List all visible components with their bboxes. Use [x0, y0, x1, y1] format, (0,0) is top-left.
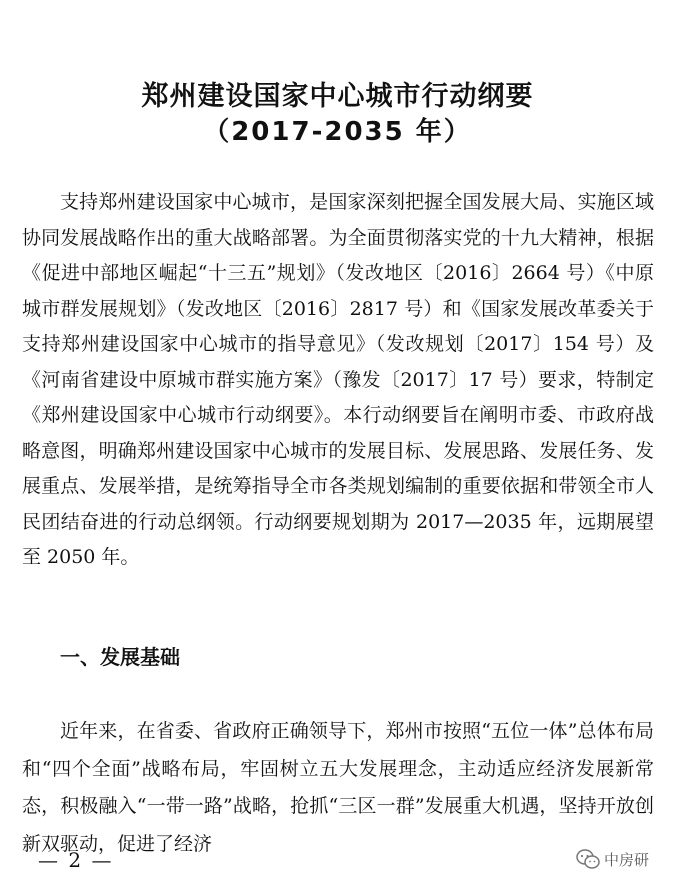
document-title: 郑州建设国家中心城市行动纲要	[141, 81, 534, 112]
section-body	[22, 694, 654, 882]
watermark	[572, 846, 653, 872]
intro-section	[22, 185, 654, 576]
section-heading: 一、发展基础	[60, 645, 180, 669]
page-number: — 2 —	[38, 848, 114, 872]
section-paragraph: 近年来，在省委、省政府正确领导下，郑州市按照“五位一体”总体布局和“四个全面”战略布局，牢固树立五大发展理念，主动适应经济发展新常态，积极融入“一带一路”战略，抢抓“三区一群”发展重大机遇，坚持开放创新双驱动，促进了经济	[22, 720, 654, 855]
document-title-years: （2017-2035 年）	[203, 117, 472, 147]
watermark-label: 中房研	[604, 850, 650, 869]
wechat-icon	[576, 848, 600, 870]
intro-paragraph: 支持郑州建设国家中心城市，是国家深刻把握全国发展大局、实施区域协同发展战略作出的重大战略部署。为全面贯彻落实党的十九大精神，根据《促进中部地区崛起“十三五”规划》（发改地区〔2016〕2664 号）《中原城市群发展规划》（发改地区〔2016〕2817 号）和《国家发展改革委关于支持郑州建设国家中心城市的指导意见》（发改规划〔2017〕154 号）及《河南省建设中原城市群实施方案》（豫发〔2017〕17 号）要求，特制定《郑州建设国家中心城市行动纲要》。本行动纲要旨在阐明市委、市政府战略意图，明确郑州建设国家中心城市的发展目标、发展思路、发展任务、发展重点、发展举措，是统筹指导全市各类规划编制的重要依据和带领全市人民团结奋进的行动总纲领。行动纲要规划期为 2017—2035 年，远期展望至 2050 年。	[22, 191, 654, 568]
